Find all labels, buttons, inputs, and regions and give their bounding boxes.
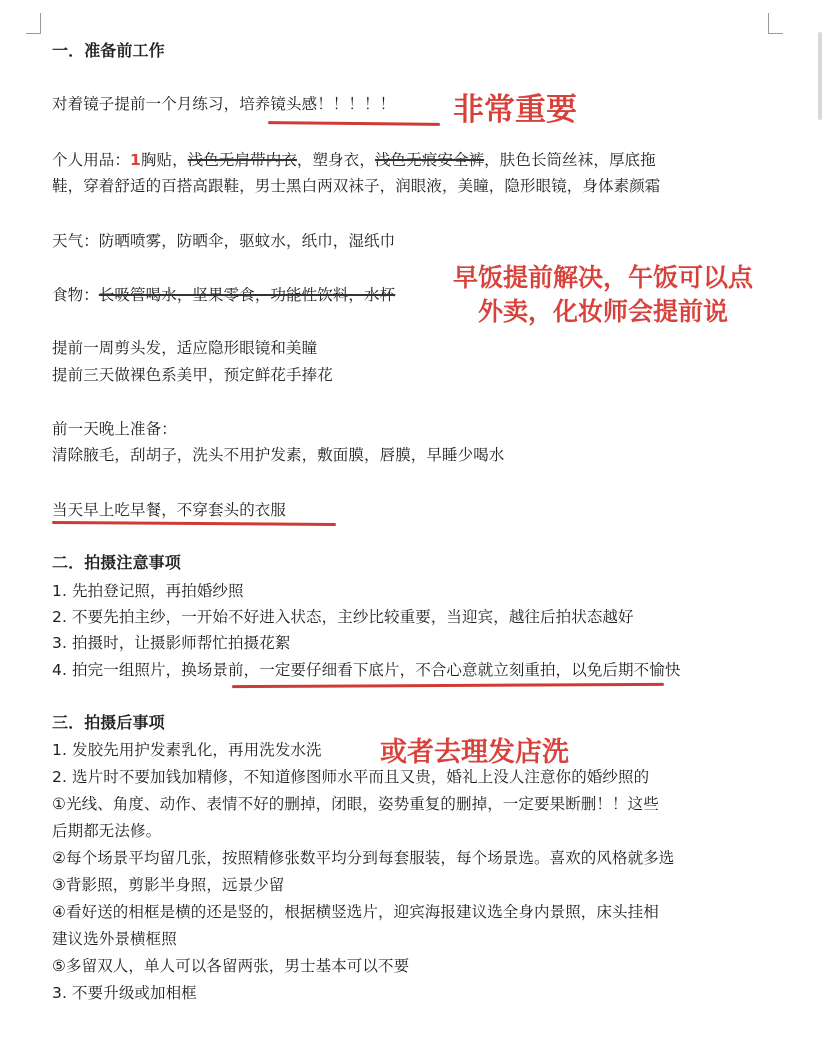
nails-note: 提前三天做裸色系美甲，预定鲜花手捧花: [52, 366, 333, 384]
personal-items-b: ，塑身衣，: [296, 151, 375, 169]
after-sub-4: ④看好送的相框是横的还是竖的，根据横竖选片，迎宾海报建议选全身内景照，床头挂相: [52, 903, 659, 921]
struck-food-list: 长吸管喝水，坚果零食，功能性饮料，水杯: [98, 286, 396, 304]
underline-check-negatives: [232, 683, 664, 688]
mirror-practice-text: 对着镜子提前一个月练习，培养镜头感！！！！！: [52, 95, 396, 113]
after-sub-1: ①光线、角度、动作、表情不好的删掉，闭眼，姿势重复的删掉，一定要果断删！！这些: [52, 795, 659, 813]
after-sub-5: ⑤多留双人，单人可以各留两张，男士基本可以不要: [52, 957, 410, 975]
weather-items: 天气：防晒喷雾，防晒伞，驱蚊水，纸巾，湿纸巾: [52, 232, 396, 250]
scrollbar[interactable]: [818, 32, 822, 120]
shooting-item-3: 3. 拍摄时，让摄影师帮忙拍摄花絮: [52, 634, 291, 652]
personal-items-c: ，肤色长筒丝袜，厚底拖: [484, 151, 656, 169]
haircut-note: 提前一周剪头发，适应隐形眼镜和美瞳: [52, 339, 318, 357]
personal-items-line-1: [52, 149, 656, 171]
personal-items-a: 胸贴，: [140, 151, 188, 169]
struck-item-shorts: 浅色无痕安全裤: [374, 151, 485, 169]
annotation-very-important: 非常重要: [453, 92, 577, 128]
shooting-item-1: 1. 先拍登记照，再拍婚纱照: [52, 582, 244, 600]
page-corner-mark-right: [768, 13, 783, 34]
red-mark: 1: [130, 151, 141, 169]
night-before-items: 清除腋毛，刮胡子，洗头不用护发素，敷面膜，唇膜，早睡少喝水: [52, 446, 505, 464]
after-sub-3: ③背影照，剪影半身照，远景少留: [52, 876, 285, 894]
underline-camera-sense: [268, 121, 440, 126]
annotation-barber: 或者去理发店洗: [380, 737, 569, 768]
section-1-title: 一．准备前工作: [52, 41, 165, 60]
page-corner-mark-left: [26, 13, 41, 34]
after-sub-2: ②每个场景平均留几张，按照精修张数平均分到每套服装，每个场景选。喜欢的风格就多选: [52, 849, 675, 867]
personal-items-label: 个人用品：: [52, 151, 131, 169]
section-2-title: 二．拍摄注意事项: [52, 553, 181, 572]
after-sub-1-cont: 后期都无法修。: [52, 822, 162, 840]
after-item-3: 3. 不要升级或加相框: [52, 984, 197, 1002]
night-before-label: 前一天晚上准备：: [52, 420, 177, 438]
annotation-breakfast-line-1: 早饭提前解决，午饭可以点: [453, 263, 754, 292]
shooting-item-2: 2. 不要先拍主纱，一开始不好进入状态，主纱比较重要，当迎宾，越往后拍状态越好: [52, 608, 634, 626]
underline-day-of: [52, 521, 336, 526]
after-sub-4-cont: 建议选外景横框照: [52, 930, 177, 948]
section-3-title: 三．拍摄后事项: [52, 713, 165, 732]
annotation-breakfast-line-2: 外卖，化妆师会提前说: [478, 297, 729, 326]
struck-item-bra: 浅色无肩带内衣: [187, 151, 297, 169]
personal-items-line-2: 鞋，穿着舒适的百搭高跟鞋，男士黑白两双袜子，润眼液，美瞳，隐形眼镜，身体素颜霜: [52, 177, 661, 195]
after-item-1: 1. 发胶先用护发素乳化，再用洗发水洗: [52, 741, 322, 759]
day-of-note: 当天早上吃早餐，不穿套头的衣服: [52, 501, 287, 519]
food-label: 食物：: [52, 286, 99, 304]
after-item-2: 2. 选片时不要加钱加精修，不知道修图师水平而且又贵，婚礼上没人注意你的婚纱照的: [52, 768, 650, 786]
food-items: [52, 284, 395, 306]
shooting-item-4: 4. 拍完一组照片，换场景前，一定要仔细看下底片，不合心意就立刻重拍，以免后期不愉快: [52, 661, 681, 679]
